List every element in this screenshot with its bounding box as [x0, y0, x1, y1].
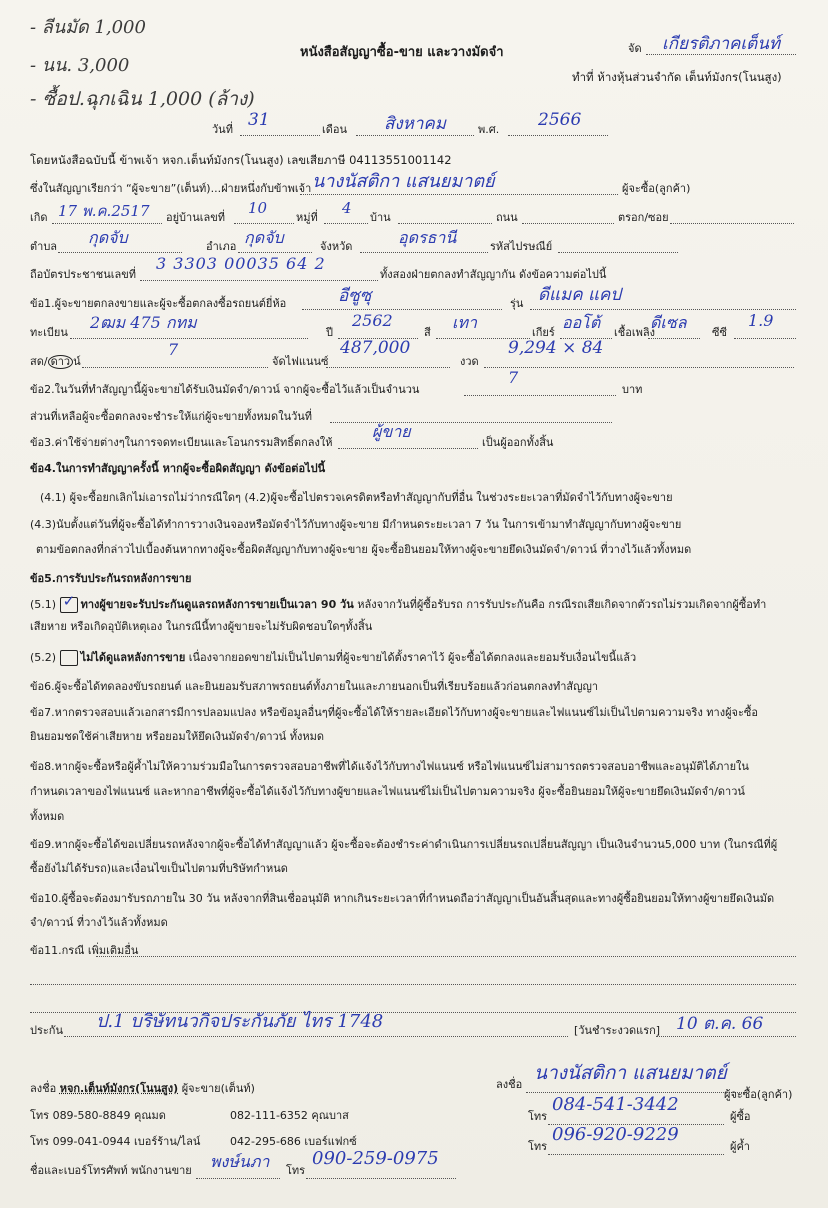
zip-line: [558, 240, 678, 253]
clause5-option2: [30, 650, 636, 666]
tambon-value: กุดจับ: [88, 228, 128, 247]
clause2b-text: ส่วนที่เหลือผู้จะซื้อตกลงจะชำระให้แก่ผู้จะขายทั้งหมดในวันที่: [30, 410, 313, 423]
option2-checkbox[interactable]: [60, 650, 78, 666]
born-label: เกิด: [30, 211, 48, 224]
clause2-amount: 7: [508, 368, 519, 387]
clause-line: ข้อ8.หากผู้จะซื้อหรือผู้ค้ำไม่ให้ความร่วมมือในการตรวจสอบอาชีพที่ได้แจ้งไว้กับทางไฟแนนซ์ หรือไฟแนนซ์ไม่สามารถตรวจสอบอาชีพและอนุมัติได้ภายใน: [30, 760, 749, 773]
tambon-label: ตำบล: [30, 240, 58, 253]
road-line: [522, 211, 614, 224]
gear-value: ออโต้: [562, 313, 601, 332]
option2-number: (5.2): [30, 651, 57, 664]
sales-tel: 090-259-0975: [312, 1148, 439, 1169]
down-label-a: สด/: [30, 355, 48, 368]
first-payment-date: 10 ต.ค. 66: [676, 1014, 764, 1034]
model-label: รุ่น: [510, 297, 524, 310]
clause4-line2: (4.3)นับตั้งแต่วันที่ผู้จะซื้อได้ทำการวางเงินจองหรือมัดจำไว้กับทางผู้จะขาย มีกำหนดระยะเวลา 7 วัน ในการเข้ามาทำสัญญากับทางผู้จะขาย: [30, 518, 682, 531]
buyer-tel: 084-541-3442: [552, 1094, 679, 1115]
amphoe-label: อำเภอ: [206, 240, 237, 253]
clause2-unit: บาท: [622, 383, 643, 396]
reg-label: ทะเบียน: [30, 326, 68, 339]
color-value: เทา: [452, 313, 477, 332]
seller-tel-2: 082-111-6352 คุณบาส: [230, 1109, 349, 1122]
insurance-value: ป.1 บริษัทนวกิจประกันภัย ไทร 1748: [96, 1011, 384, 1032]
seller-role: ผู้จะขาย(เต็นท์): [181, 1082, 255, 1095]
id-label: ถือบัตรประชาชนเลขที่: [30, 268, 136, 281]
down-label-circled: ดาว: [48, 355, 74, 369]
born-value: 17 พ.ค.2517: [58, 202, 150, 220]
seller-tel-4: 042-295-686 เบอร์แฟกซ์: [230, 1135, 357, 1148]
village-line: [398, 211, 492, 224]
fuel-label: เชื้อเพลิง: [614, 326, 655, 339]
id-suffix: ทั้งสองฝ่ายตกลงทำสัญญากัน ดังข้อความต่อไปนี้: [380, 268, 607, 281]
clause-line: จำ/ดาวน์ ที่วางไว้แล้วทั้งหมด: [30, 916, 168, 929]
cc-label: ซีซี: [712, 326, 727, 339]
down-value: 7: [168, 340, 179, 359]
clause-line: ยินยอมชดใช้ค่าเสียหาย หรือยอมให้ยึดเงินมัดจำ/ดาวน์ ทั้งหมด: [30, 730, 324, 743]
down-label: [30, 355, 81, 369]
clause-line: ข้อ7.หากตรวจสอบแล้วเอกสารมีการปลอมแปลง หรือข้อมูลอื่นๆที่ผู้จะซื้อได้ให้รายละเอียดไว้กับทางผู้จะขายและไฟแนนซ์ไม่เป็นไปตามความจริง ทางผู้จะซื้อ: [30, 706, 758, 719]
clause3-party: ผู้ขาย: [372, 422, 411, 441]
brand-value: อีซูซุ: [338, 286, 372, 306]
option1-checkbox[interactable]: [60, 592, 78, 613]
clause2-text: ข้อ2.ในวันที่ทำสัญญานี้ผู้จะขายได้รับเงินมัดจำ/ดาวน์ จากผู้จะซื้อไว้แล้วเป็นจำนวน: [30, 383, 420, 396]
down-label-b: น์: [73, 355, 81, 368]
model-value: ดีแมค แคป: [538, 285, 622, 305]
made-at-value: เกียรติภาคเต็นท์: [662, 34, 781, 54]
document-title: หนังสือสัญญาซื้อ-ขาย และวางมัดจำ: [300, 45, 504, 60]
finance-value: 487,000: [340, 338, 411, 358]
option2-bold: ไม่ได้ดูแลหลังการขาย: [80, 651, 186, 664]
buyer-tel-label: โทร: [528, 1110, 548, 1123]
clause5-heading: ข้อ5.การรับประกันรถหลังการขาย: [30, 572, 192, 585]
sales-tel-label: โทร: [286, 1164, 306, 1177]
cc-value: 1.9: [748, 311, 774, 330]
clause5-option1-line2: เสียหาย หรือเกิดอุบัติเหตุเอง ในกรณีนี้ทางผู้ขายจะไม่รับผิดชอบใดๆทั้งสิ้น: [30, 620, 373, 633]
buyer-name: นางนัสติกา แสนยมาตย์: [312, 171, 495, 192]
sales-name: พงษ์นภา: [210, 1152, 270, 1171]
clause4-heading: ข้อ4.ในการทำสัญญาครั้งนี้ หากผู้จะซื้อผิดสัญญา ดังข้อต่อไปนี้: [30, 462, 326, 475]
buyer-sign-label: ลงชื่อ: [496, 1078, 523, 1091]
province-label: จังหวัด: [320, 240, 353, 253]
reg-value: 2ฒม 475 กทม: [90, 313, 197, 332]
intro-text: โดยหนังสือฉบับนี้ ข้าพเจ้า หจก.เต็นท์มังกร(โนนสูง) เลขเสียภาษี 04113551001142: [30, 153, 452, 167]
clause11-line: [96, 944, 796, 957]
sales-label: ชื่อและเบอร์โทรศัพท์ พนักงานขาย: [30, 1164, 192, 1177]
fuel-value: ดีเซล: [650, 313, 687, 332]
option1-bold: ทางผู้ขายจะรับประกันดูแลรถหลังการขายเป็นเวลา 90 วัน: [80, 598, 354, 611]
guarantor-tel-label: โทร: [528, 1140, 548, 1153]
first-payment-label: [วันชำระงวดแรก]: [574, 1024, 661, 1037]
clause4-line3: ตามข้อตกลงที่กล่าวไปเบื้องต้นหากทางผู้จะซื้อผิดสัญญากับทางผู้จะขาย ผู้จะซื้อยินยอมให้ทางผู้จะขายยึดเงินมัดจำ/ดาวน์ ที่วางไว้แล้วทั้งหมด: [36, 543, 692, 556]
margin-note: - ซื้อป.ฉุกเฉิน 1,000 (ล้าง): [30, 88, 255, 110]
clause-line: ซื้อยังไม่ได้รับรถ)และเงื่อนไขเป็นไปตามที่บริษัทกำหนด: [30, 862, 288, 875]
place-text: ทำที่ ห้างหุ้นส่วนจำกัด เต็นท์มังกร(โนนสูง): [572, 70, 782, 84]
month-value: สิงหาคม: [384, 114, 447, 134]
clause3-text: ข้อ3.ค่าใช้จ่ายต่างๆในการจดทะเบียนและโอนกรรมสิทธิ์ตกลงให้: [30, 436, 333, 449]
clause1-label: ข้อ1.ผู้จะขายตกลงขายและผู้จะซื้อตกลงซื้อรถยนต์ยี่ห้อ: [30, 297, 287, 310]
moo-value: 4: [342, 199, 352, 217]
province-value: อุดรธานี: [398, 228, 457, 247]
clause-line: ทั้งหมด: [30, 810, 65, 823]
month-label: เดือน: [322, 123, 348, 136]
made-at-label: จัด: [628, 42, 642, 55]
year-car-value: 2562: [352, 311, 393, 330]
buyer-signature: นางนัสติกา แสนยมาตย์: [534, 1062, 727, 1084]
clause-line: ข้อ10.ผู้ซื้อจะต้องมารับรถภายใน 30 วัน หลังจากที่สินเชื่ออนุมัติ หากเกินระยะเวลาที่กำหนดถือว่าสัญญาเป็นอันสิ้นสุดและทางผู้ซื้อยินยอมให้ทางผู้ขายยึดเงินมัด: [30, 892, 775, 905]
buyer-role: ผู้จะซื้อ(ลูกค้า): [622, 182, 691, 195]
brand-line: [302, 297, 502, 310]
house-label: อยู่บ้านเลขที่: [166, 211, 226, 224]
insurance-label: ประกัน: [30, 1024, 63, 1037]
option1-number: (5.1): [30, 598, 57, 611]
soi-label: ตรอก/ซอย: [618, 211, 669, 224]
day-label: วันที่: [212, 123, 233, 136]
zip-label: รหัสไปรษณีย์: [490, 240, 553, 253]
seller-tel-1: โทร 089-580-8849 คุณมด: [30, 1109, 166, 1122]
clause-line: ข้อ6.ผู้จะซื้อได้ทดลองขับรถยนต์ และยินยอมรับสภาพรถยนต์ทั้งภายในและภายนอกเป็นที่เรียบร้อยแล้วก่อนตกลงทำสัญญา: [30, 680, 599, 693]
guarantor-tel: 096-920-9229: [552, 1124, 679, 1145]
road-label: ถนน: [496, 211, 518, 224]
install-label: งวด: [460, 355, 479, 368]
year-label: พ.ศ.: [478, 123, 500, 136]
seller-tel-3: โทร 099-041-0944 เบอร์ร้าน/ไลน์: [30, 1135, 201, 1148]
check-icon: ✓: [62, 592, 76, 610]
option2-rest: เนื่องจากยอดขายไม่เป็นไปตามที่ผู้จะขายได้ตั้งราคาไว้ ผู้จะซื้อได้ตกลงและยอมรับเงื่อนไขนี้แล้ว: [188, 651, 637, 664]
day-value: 31: [248, 110, 270, 130]
guarantor-tel-role: ผู้ค้ำ: [730, 1140, 750, 1153]
margin-note: - นน. 3,000: [30, 55, 130, 76]
village-label: บ้าน: [370, 211, 391, 224]
clause-line: ข้อ11.กรณี เพิ่มเติมอื่น: [30, 944, 139, 957]
clause-line: กำหนดเวลาของไฟแนนซ์ และหากอาชีพที่ผู้จะซื้อได้แจ้งไว้กับทางผู้ขายและไฟแนนซ์ไม่เป็นไปตามความจริง ผู้จะซื้อยินยอมให้ผู้จะขายยึดเงินมัดจำ/ดาวน์: [30, 785, 745, 798]
option1-rest: หลังจากวันที่ผู้ซื้อรับรถ การรับประกันคือ กรณีรถเสียเกิดจากตัวรถไม่รวมเกิดจากผู้ซื้อทำ: [357, 598, 767, 611]
gear-label: เกียร์: [532, 326, 555, 339]
clause3-suffix: เป็นผู้ออกทั้งสิ้น: [482, 436, 554, 449]
amphoe-value: กุดจับ: [244, 228, 284, 247]
seller-sign-label: ลงชื่อ: [30, 1082, 57, 1095]
clause4-line1: (4.1) ผู้จะซื้อยกเลิกไม่เอารถไม่ว่ากรณีใดๆ (4.2)ผู้จะซื้อไปตรวจเครดิตหรือทำสัญญากับที่อื่น ในช่วงระยะเวลาที่มัดจำไว้กับทางผู้จะขาย: [40, 491, 673, 504]
color-label: สี: [424, 326, 431, 339]
year-value: 2566: [538, 110, 582, 130]
seller-sign: [30, 1082, 255, 1096]
seller-name: หจก.เต็นท์มังกร(โนนสูง): [59, 1082, 179, 1095]
party-text: ซึ่งในสัญญาเรียกว่า “ผู้จะขาย”(เต็นท์)...ฝ่ายหนึ่งกับข้าพเจ้า: [30, 182, 312, 195]
clause-line: ข้อ9.หากผู้จะซื้อได้ขอเปลี่ยนรถหลังจากผู้จะซื้อได้ทำสัญญาแล้ว ผู้จะซื้อจะต้องชำระค่าดำเนินการเปลี่ยนรถเปลี่ยนสัญญา เป็นเงินจำนวน5,000 บาท (ในกรณีที่ผู้: [30, 838, 778, 851]
buyer-sign-role: ผู้จะซื้อ(ลูกค้า): [724, 1088, 793, 1101]
year-car-label: ปี: [326, 326, 333, 339]
buyer-tel-role: ผู้ซื้อ: [730, 1110, 751, 1123]
house-value: 10: [248, 199, 268, 217]
id-value: 3 3303 00035 64 2: [156, 254, 326, 273]
moo-label: หมู่ที่: [296, 211, 318, 224]
clause2-line: [464, 383, 616, 396]
soi-line: [670, 211, 794, 224]
clause5-option1: [30, 592, 767, 613]
margin-note: - ลีนมัด 1,000: [30, 17, 146, 38]
blank-line: [30, 972, 796, 985]
finance-label: จัดไฟแนนซ์: [272, 355, 329, 368]
install-value: 9,294 × 84: [508, 338, 604, 358]
